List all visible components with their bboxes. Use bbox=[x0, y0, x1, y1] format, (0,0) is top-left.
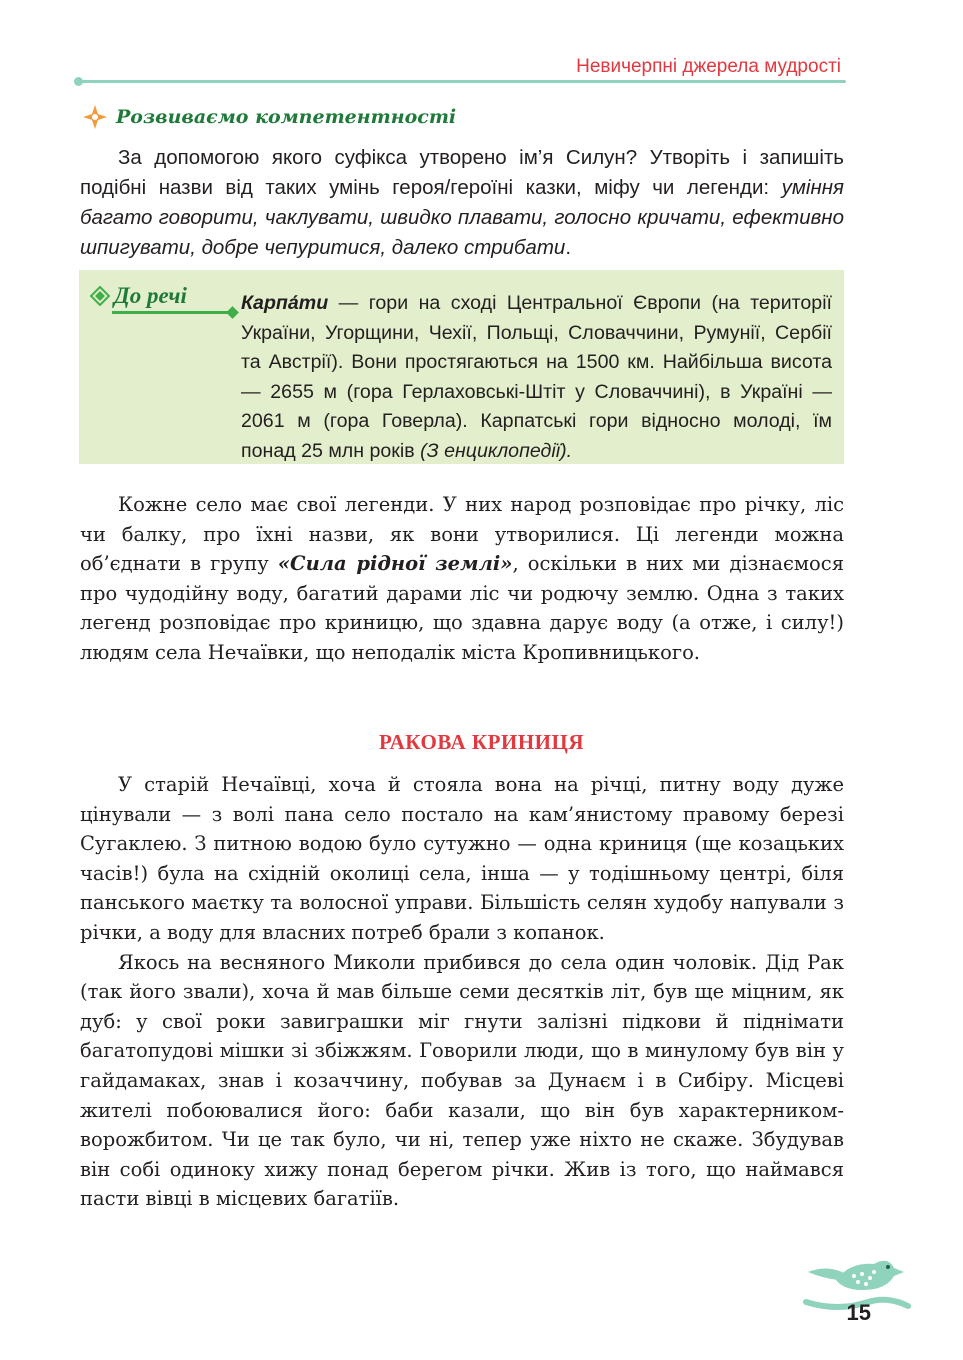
competencies-task-italic: уміння багато говорити, чаклувати, швидко плавати, голосно кричати, ефективно шпигувати, добре чепуритися, далеко стрибати bbox=[80, 176, 844, 259]
competencies-task-text: За допомогою якого суфікса утворено ім’я Силун? Утворіть і запишіть подібні назви від таких умінь героя/героїні казки, міфу чи легенди: bbox=[80, 146, 844, 199]
intro-text-after: , оскільки в них ми дізнаємося про чудодійну воду, багатий дарами ліс чи родючу землю. Одна з таких легенд розповідає про криницю, що здавна дарує воду (а отже, і силу!) людям села Нечаївки, що неподалік міста Кропивницького. bbox=[80, 552, 844, 664]
story-paragraph-2: Якось на весняного Миколи прибився до села один чоловік. Дід Рак (так його звали), хоча й мав більше семи десятків літ, був ще міцним, як дуб: у свої роки завиграшки міг гнути залізні підкови й піднімати багатопудові мішки зі збіжжям. Говорили люди, що в минулому був він у гайдамаках, знав і козаччину, побував за Дунаєм і в Сибіру. Місцеві жителі побоювалися його: баби казали, що він був характерником-ворожбитом. Чи це так було, чи ні, тепер уже ніхто не скаже. Збудував він собі одиноку хижу понад берегом річки. Жив із того, що наймався пасти вівці в місцевих багатіїв. bbox=[80, 950, 844, 1211]
story-title: РАКОВА КРИНИЦЯ bbox=[378, 730, 584, 754]
note-source: (З енциклопедії). bbox=[420, 439, 573, 462]
story-body bbox=[80, 770, 844, 1214]
competencies-task-end: . bbox=[565, 236, 572, 259]
intro-paragraph bbox=[80, 490, 844, 668]
star-flower-icon bbox=[82, 104, 108, 130]
intro-text-before: Кожне село має свої легенди. У них народ розповідає про річку, ліс чи балку, про їхні назви, як вони утворилися. Ці легенди можна об’єднати в групу bbox=[80, 493, 844, 576]
note-body bbox=[80, 289, 832, 467]
story-paragraph-1: У старій Нечаївці, хоча й стояла вона на річці, питну воду дуже цінували — з волі пана село постало на кам’янистому правому березі Сугаклею. З питною водою було сутужно — одна криниця (ще козацьких часів!) була на східній околиці села, інша — у тодішньому центрі, біля панського маєтку та волосної управи. Більшість селян худобу напували з річки, а воду для власних потреб брали з копанок. bbox=[80, 773, 844, 944]
page-number: 15 bbox=[846, 1300, 871, 1325]
note-text bbox=[80, 289, 832, 467]
running-header: Невичерпні джерела мудрості bbox=[576, 56, 841, 77]
competencies-title: Розвиваємо компетентності bbox=[116, 106, 457, 128]
note-term: Карпа́ти bbox=[241, 292, 329, 314]
competencies-task bbox=[80, 143, 844, 263]
note-description: — гори на сході Центральної Європи (на території України, Угорщини, Чехії, Польщі, Словаччини, Румунії, Сербії та Австрії). Вони простягаються на 1500 км. Найбільша висота — 2655 м (гора Герлаховськi-Штiт у Словаччині), в Україні — 2061 м (гора Говерла). Карпатські гори відносно молоді, їм понад 25 млн років bbox=[241, 292, 832, 462]
note-label-text: До речі bbox=[114, 283, 187, 308]
header-rule bbox=[78, 80, 846, 83]
intro-emphasis: «Сила рідної землі» bbox=[277, 552, 513, 576]
competencies-heading bbox=[82, 104, 456, 130]
